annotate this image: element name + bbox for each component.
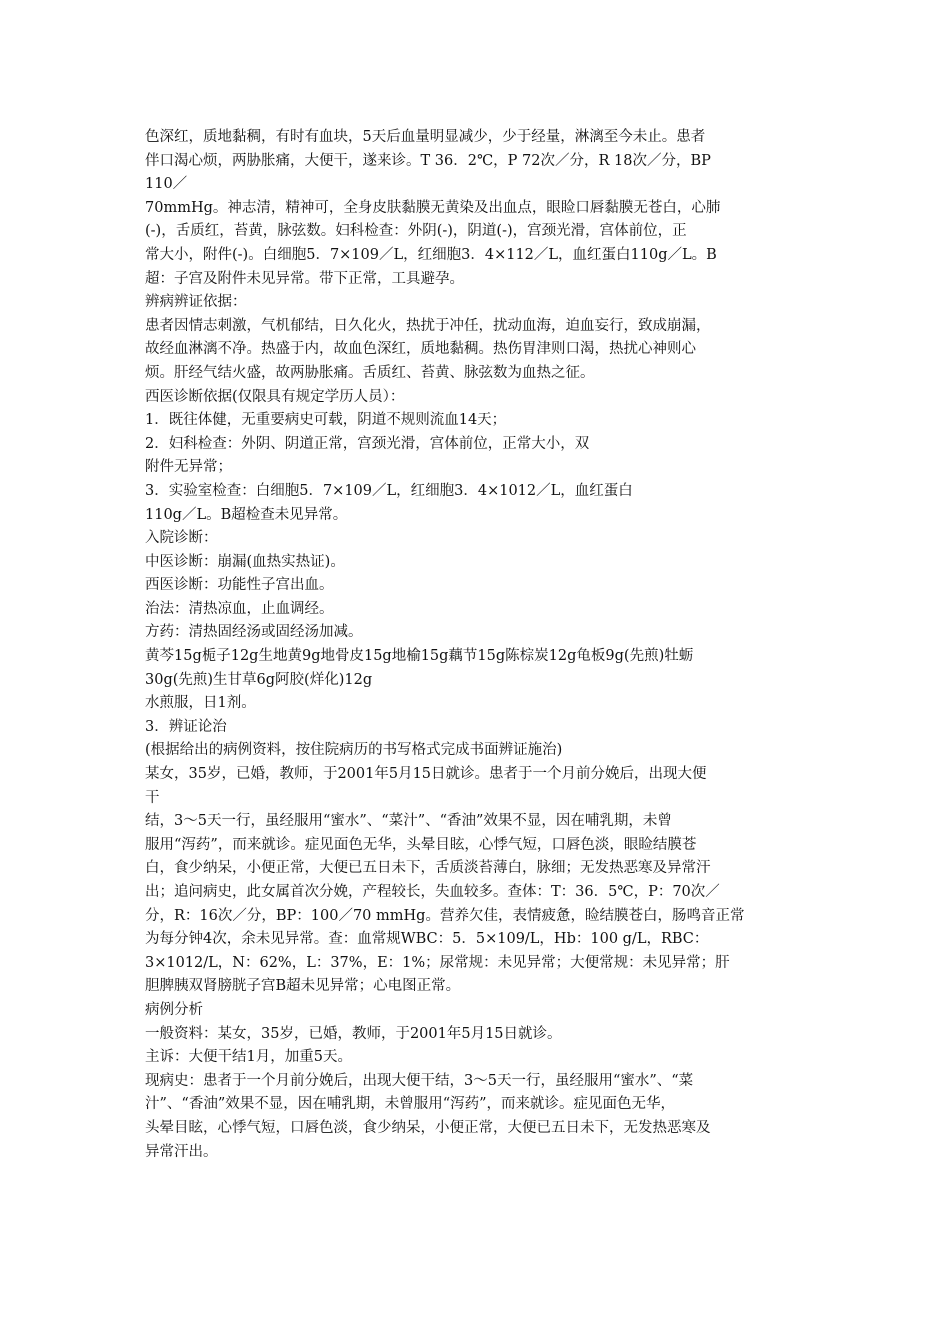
text-line: 主诉：大便干结1月，加重5天。 — [145, 1049, 352, 1066]
text-line: 分，R：16次／分，BP：100／70 mmHg。营养欠佳，表情疲惫，睑结膜苍白，肠鸣音正常 — [145, 907, 745, 924]
text-line: 70mmHg。神志清，精神可，全身皮肤黏膜无黄染及出血点，眼睑口唇黏膜无苍白，心肺 — [145, 199, 721, 216]
text-line: 110g／L。B超检查未见异常。 — [145, 506, 348, 523]
text-line: 常大小，附件(-)。白细胞5．7×109／L，红细胞3．4×112／L，血红蛋白110g／L。B — [145, 246, 717, 263]
document-body — [145, 126, 805, 1164]
text-line: 结，3～5天一行，虽经服用“蜜水”、“菜汁”、“香油”效果不显，因在哺乳期，未曾 — [145, 813, 672, 830]
text-line: 方药：清热固经汤或固经汤加减。 — [145, 624, 363, 641]
text-line: 异常汗出。 — [145, 1143, 218, 1160]
text-line: 现病史：患者于一个月前分娩后，出现大便干结，3～5天一行，虽经服用“蜜水”、“菜 — [145, 1072, 694, 1089]
text-line: 汁”、“香油”效果不显，因在哺乳期，未曾服用“泻药”，而来就诊。症见面色无华， — [145, 1096, 676, 1113]
text-line: 干 — [145, 789, 160, 806]
text-line: 患者因情志刺激，气机郁结，日久化火，热扰于冲任，扰动血海，迫血妄行，致成崩漏， — [145, 317, 711, 334]
text-line: 一般资料：某女，35岁，已婚，教师，于2001年5月15日就诊。 — [145, 1025, 562, 1042]
text-line: 出；追问病史，此女属首次分娩，产程较长，失血较多。查体：T：36．5℃，P：70次／ — [145, 884, 720, 900]
text-line: 2．妇科检查：外阴、阴道正常，宫颈光滑，宫体前位，正常大小，双 — [145, 435, 590, 452]
text-line: 3．实验室检查：白细胞5．7×109／L，红细胞3．4×1012／L，血红蛋白 — [145, 482, 633, 499]
text-line: 色深红，质地黏稠，有时有血块，5天后血量明显减少，少于经量，淋漓至今未止。患者 — [145, 129, 706, 145]
text-line: 西医诊断：功能性子宫出血。 — [145, 577, 334, 594]
text-line: (根据给出的病例资料，按住院病历的书写格式完成书面辨证施治) — [145, 742, 563, 759]
text-line: 入院诊断： — [145, 530, 218, 547]
text-line: 3．辨证论治 — [145, 718, 227, 735]
text-line: 30g(先煎)生甘草6g阿胶(烊化)12g — [145, 671, 373, 688]
text-line: 中医诊断：崩漏(血热实热证)。 — [145, 553, 345, 570]
text-line: 病例分析 — [145, 1001, 203, 1018]
text-line: 110／ — [145, 176, 188, 193]
text-line: 附件无异常； — [145, 459, 232, 476]
text-line: (-)，舌质红，苔黄，脉弦数。妇科检查：外阴(-)，阴道(-)，宫颈光滑，宫体前位，正 — [145, 223, 687, 240]
text-line: 黄芩15g栀子12g生地黄9g地骨皮15g地榆15g藕节15g陈棕炭12g龟板9g(先煎)牡蛎 — [145, 648, 694, 665]
text-line: 辨病辨证依据： — [145, 294, 247, 311]
text-line: 白，食少纳呆，小便正常，大便已五日未下，舌质淡苔薄白，脉细；无发热恶寒及异常汗 — [145, 860, 711, 877]
text-line: 西医诊断依据(仅限具有规定学历人员）： — [145, 388, 405, 405]
text-line: 3×1012/L，N：62%，L：37%，E：1%；尿常规：未见异常；大便常规：未见异常；肝 — [145, 954, 730, 971]
text-line: 胆脾胰双肾膀胱子宫B超未见异常；心电图正常。 — [145, 978, 461, 995]
text-line: 水煎服，日1剂。 — [145, 695, 256, 712]
text-line: 超：子宫及附件未见异常。带下正常，工具避孕。 — [145, 270, 464, 287]
text-line: 治法：清热凉血，止血调经。 — [145, 600, 334, 617]
text-line: 故经血淋漓不净。热盛于内，故血色深红，质地黏稠。热伤胃津则口渴，热扰心神则心 — [145, 341, 696, 358]
text-line: 某女，35岁，已婚，教师，于2001年5月15日就诊。患者于一个月前分娩后，出现大便 — [145, 766, 707, 783]
text-line: 为每分钟4次，余未见异常。查：血常规WBC：5．5×109/L，Hb：100 g/L，RBC： — [145, 931, 709, 948]
text-line: 伴口渴心烦，两胁胀痛，大便干，遂来诊。T 36．2℃，P 72次／分，R 18次／分，BP — [145, 152, 711, 169]
text-line: 头晕目眩，心悸气短，口唇色淡，食少纳呆，小便正常，大便已五日未下，无发热恶寒及 — [145, 1119, 711, 1136]
text-line: 服用“泻药”，而来就诊。症见面色无华，头晕目眩，心悸气短，口唇色淡，眼睑结膜苍 — [145, 836, 697, 853]
text-line: 1．既往体健，无重要病史可载，阴道不规则流血14天； — [145, 412, 507, 429]
text-line: 烦。肝经气结火盛，故两胁胀痛。舌质红、苔黄、脉弦数为血热之征。 — [145, 364, 595, 381]
